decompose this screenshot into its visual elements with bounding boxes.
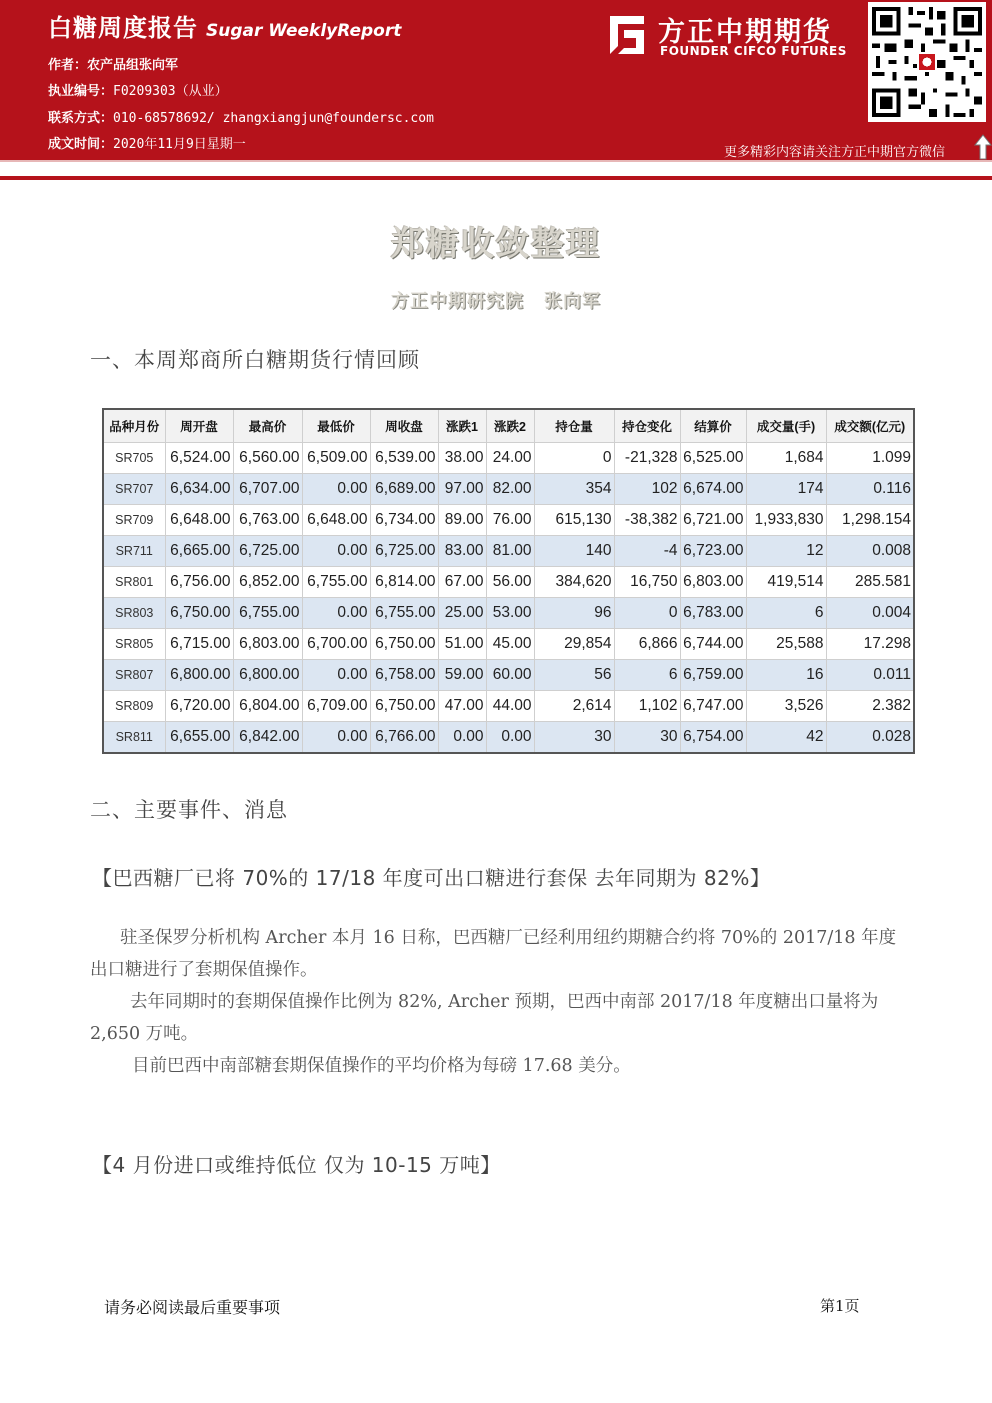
qr-code-icon (868, 2, 986, 122)
table-cell: 6,766.00 (370, 722, 438, 754)
table-cell: 6,720.00 (165, 691, 233, 722)
column-header: 涨跌1 (438, 409, 486, 443)
market-table (102, 408, 913, 754)
table-cell: 17.298 (826, 629, 914, 660)
table-cell: 44.00 (486, 691, 534, 722)
contract-cell: SR705 (103, 443, 165, 474)
report-title-en: Sugar WeeklyReport (206, 21, 402, 41)
column-header: 最低价 (302, 409, 370, 443)
table-cell: 42 (746, 722, 826, 754)
table-cell: 25,588 (746, 629, 826, 660)
table-cell: 53.00 (486, 598, 534, 629)
logo-text-cn: 方正中期期货 (658, 17, 832, 48)
news-paragraph: 去年同期时的套期保值操作比例为 82%, Archer 预期，巴西中南部 2017/18 年度糖出口量将为 2,650 万吨。 (90, 992, 879, 1044)
table-cell: 6,721.00 (680, 505, 746, 536)
table-row (103, 567, 914, 598)
table-row (103, 536, 914, 567)
news-headline-1: 【巴西糖厂已将 70%的 17/18 年度可出口糖进行套保 去年同期为 82%】 (92, 866, 771, 890)
table-cell: 6,725.00 (370, 536, 438, 567)
table-cell: 6,665.00 (165, 536, 233, 567)
table-cell: 30 (614, 722, 680, 754)
table-cell: 6,524.00 (165, 443, 233, 474)
column-header: 持仓量 (534, 409, 614, 443)
table-cell: 6,803.00 (233, 629, 302, 660)
table-cell: 6,852.00 (233, 567, 302, 598)
table-cell: 6,750.00 (165, 598, 233, 629)
document-title: 郑糖收敛整理 (391, 224, 601, 263)
table-cell: 6,655.00 (165, 722, 233, 754)
news-paragraph: 驻圣保罗分析机构 Archer 本月 16 日称，巴西糖厂已经利用纽约期糖合约将 70%的 2017/18 年度出口糖进行了套期保值操作。 (90, 928, 897, 980)
contact-value[interactable]: 010-68578692/ zhangxiangjun@foundersc.com (113, 111, 434, 126)
column-header: 涨跌2 (486, 409, 534, 443)
date-line (48, 133, 246, 152)
table-cell: 76.00 (486, 505, 534, 536)
table-cell: 6,800.00 (165, 660, 233, 691)
table-cell: 0.00 (302, 660, 370, 691)
table-cell: 6,634.00 (165, 474, 233, 505)
table-cell: 2,614 (534, 691, 614, 722)
report-title-cn: 白糖周度报告 (48, 14, 198, 42)
table-cell: 6,525.00 (680, 443, 746, 474)
contract-cell: SR807 (103, 660, 165, 691)
table-cell: 6,783.00 (680, 598, 746, 629)
analyst-name: 张向军 (544, 291, 601, 312)
cert-value: F0209303（从业） (113, 84, 228, 99)
table-cell: 6,715.00 (165, 629, 233, 660)
table-cell: 0.011 (826, 660, 914, 691)
column-header: 成交量(手) (746, 409, 826, 443)
table-cell: 6,755.00 (302, 567, 370, 598)
table-header-row (103, 409, 914, 443)
table-cell: 6,754.00 (680, 722, 746, 754)
contract-cell: SR801 (103, 567, 165, 598)
date-label: 成文时间： (48, 137, 114, 152)
table-cell: 6,814.00 (370, 567, 438, 598)
news-paragraph: 目前巴西中南部糖套期保值操作的平均价格为每磅 17.68 美分。 (132, 1056, 631, 1076)
table-cell: 6,689.00 (370, 474, 438, 505)
table-row (103, 443, 914, 474)
table-cell: 0 (534, 443, 614, 474)
table-cell: 6,648.00 (302, 505, 370, 536)
column-header: 成交额(亿元) (826, 409, 914, 443)
company-logo (604, 10, 859, 64)
column-header: 品种月份 (103, 409, 165, 443)
table-cell: 6,804.00 (233, 691, 302, 722)
cert-label: 执业编号： (48, 84, 114, 99)
table-cell: 6,759.00 (680, 660, 746, 691)
logo-text-en: FOUNDER CIFCO FUTURES (660, 44, 847, 58)
table-cell: 60.00 (486, 660, 534, 691)
table-cell: 6,755.00 (370, 598, 438, 629)
contact-line (48, 107, 434, 126)
table-cell: 6,560.00 (233, 443, 302, 474)
table-cell: 6 (746, 598, 826, 629)
table-cell: 1,933,830 (746, 505, 826, 536)
section-1-title: 一、本周郑商所白糖期货行情回顾 (90, 348, 420, 372)
table-cell: -21,328 (614, 443, 680, 474)
table-cell: 0.00 (302, 474, 370, 505)
column-header: 结算价 (680, 409, 746, 443)
table-cell: 0.00 (486, 722, 534, 754)
table-cell: 16,750 (614, 567, 680, 598)
contact-label: 联系方式： (48, 111, 114, 126)
column-header: 周开盘 (165, 409, 233, 443)
table-cell: 24.00 (486, 443, 534, 474)
table-cell: 89.00 (438, 505, 486, 536)
table-row (103, 691, 914, 722)
table-cell: 384,620 (534, 567, 614, 598)
table-cell: 97.00 (438, 474, 486, 505)
table-cell: 51.00 (438, 629, 486, 660)
table-cell: 6,723.00 (680, 536, 746, 567)
table-cell: 140 (534, 536, 614, 567)
table-cell: 354 (534, 474, 614, 505)
table-cell: 0.00 (302, 598, 370, 629)
table-cell: 45.00 (486, 629, 534, 660)
table-cell: -38,382 (614, 505, 680, 536)
news-headline-2: 【4 月份进口或维持低位 仅为 10-15 万吨】 (92, 1153, 501, 1177)
contract-cell: SR811 (103, 722, 165, 754)
table-cell: 83.00 (438, 536, 486, 567)
table-cell: 96 (534, 598, 614, 629)
report-header (0, 0, 992, 160)
table-row (103, 598, 914, 629)
contract-cell: SR707 (103, 474, 165, 505)
table-cell: 0.028 (826, 722, 914, 754)
table-cell: 56.00 (486, 567, 534, 598)
contract-cell: SR709 (103, 505, 165, 536)
contract-cell: SR809 (103, 691, 165, 722)
table-cell: 38.00 (438, 443, 486, 474)
table-cell: 0.004 (826, 598, 914, 629)
table-cell: 0.116 (826, 474, 914, 505)
table-cell: 615,130 (534, 505, 614, 536)
table-cell: 82.00 (486, 474, 534, 505)
table-cell: 6,509.00 (302, 443, 370, 474)
table-cell: 0.00 (302, 722, 370, 754)
contract-cell: SR803 (103, 598, 165, 629)
table-cell: 0.008 (826, 536, 914, 567)
table-cell: 0.00 (438, 722, 486, 754)
table-cell: 6,755.00 (233, 598, 302, 629)
document-byline (0, 287, 992, 313)
column-header: 持仓变化 (614, 409, 680, 443)
table-cell: 6,725.00 (233, 536, 302, 567)
table-cell: 6,707.00 (233, 474, 302, 505)
author-value: 农产品组张向军 (87, 58, 179, 73)
section-2-title: 二、主要事件、消息 (90, 798, 288, 822)
table-cell: 6,750.00 (370, 629, 438, 660)
page-number: 第1页 (820, 1297, 860, 1315)
table-cell: 59.00 (438, 660, 486, 691)
cert-line (48, 80, 228, 99)
table-cell: 25.00 (438, 598, 486, 629)
table-cell: 6,744.00 (680, 629, 746, 660)
header-divider-bottom (0, 176, 992, 180)
table-cell: 47.00 (438, 691, 486, 722)
institute-name: 方正中期研究院 (391, 291, 524, 312)
column-header: 周收盘 (370, 409, 438, 443)
table-cell: 6,648.00 (165, 505, 233, 536)
table-cell: 16 (746, 660, 826, 691)
table-cell: 56 (534, 660, 614, 691)
table-cell: 102 (614, 474, 680, 505)
table-cell: 174 (746, 474, 826, 505)
table-row (103, 629, 914, 660)
table-cell: 6,734.00 (370, 505, 438, 536)
table-cell: 2.382 (826, 691, 914, 722)
table-cell: 29,854 (534, 629, 614, 660)
header-divider (0, 160, 992, 162)
table-cell: 6,709.00 (302, 691, 370, 722)
author-line (48, 54, 178, 73)
table-cell: 6,758.00 (370, 660, 438, 691)
table-cell: 6,803.00 (680, 567, 746, 598)
table-row (103, 660, 914, 691)
table-cell: 6,800.00 (233, 660, 302, 691)
footer-notice: 请务必阅读最后重要事项 (104, 1298, 281, 1317)
table-cell: 1,298.154 (826, 505, 914, 536)
table-cell: 6,674.00 (680, 474, 746, 505)
table-cell: 6,756.00 (165, 567, 233, 598)
table-cell: 6,747.00 (680, 691, 746, 722)
table-cell: 81.00 (486, 536, 534, 567)
contract-cell: SR711 (103, 536, 165, 567)
report-title (48, 8, 401, 43)
author-label: 作者： (48, 58, 88, 73)
table-cell: 1,102 (614, 691, 680, 722)
table-cell: 0 (614, 598, 680, 629)
logo-mark-icon (604, 12, 650, 58)
table-row (103, 722, 914, 754)
table-cell: 3,526 (746, 691, 826, 722)
news-body-1 (90, 922, 910, 1082)
table-row (103, 474, 914, 505)
table-cell: -4 (614, 536, 680, 567)
table-body (103, 443, 914, 754)
wechat-note: 更多精彩内容请关注方正中期官方微信 (724, 145, 946, 160)
table-cell: 12 (746, 536, 826, 567)
table-cell: 1.099 (826, 443, 914, 474)
table-cell: 6,866 (614, 629, 680, 660)
table-cell: 6,842.00 (233, 722, 302, 754)
table-cell: 6,700.00 (302, 629, 370, 660)
table-cell: 0.00 (302, 536, 370, 567)
qr-code (868, 2, 986, 122)
sugar-futures-table (102, 408, 915, 754)
table-cell: 6,539.00 (370, 443, 438, 474)
table-cell: 6,763.00 (233, 505, 302, 536)
up-arrow-icon (974, 134, 992, 160)
table-cell: 30 (534, 722, 614, 754)
table-cell: 67.00 (438, 567, 486, 598)
contract-cell: SR805 (103, 629, 165, 660)
table-cell: 1,684 (746, 443, 826, 474)
table-cell: 285.581 (826, 567, 914, 598)
table-cell: 6,750.00 (370, 691, 438, 722)
table-cell: 419,514 (746, 567, 826, 598)
column-header: 最高价 (233, 409, 302, 443)
table-cell: 6 (614, 660, 680, 691)
table-row (103, 505, 914, 536)
date-value: 2020年11月9日星期一 (113, 137, 246, 152)
